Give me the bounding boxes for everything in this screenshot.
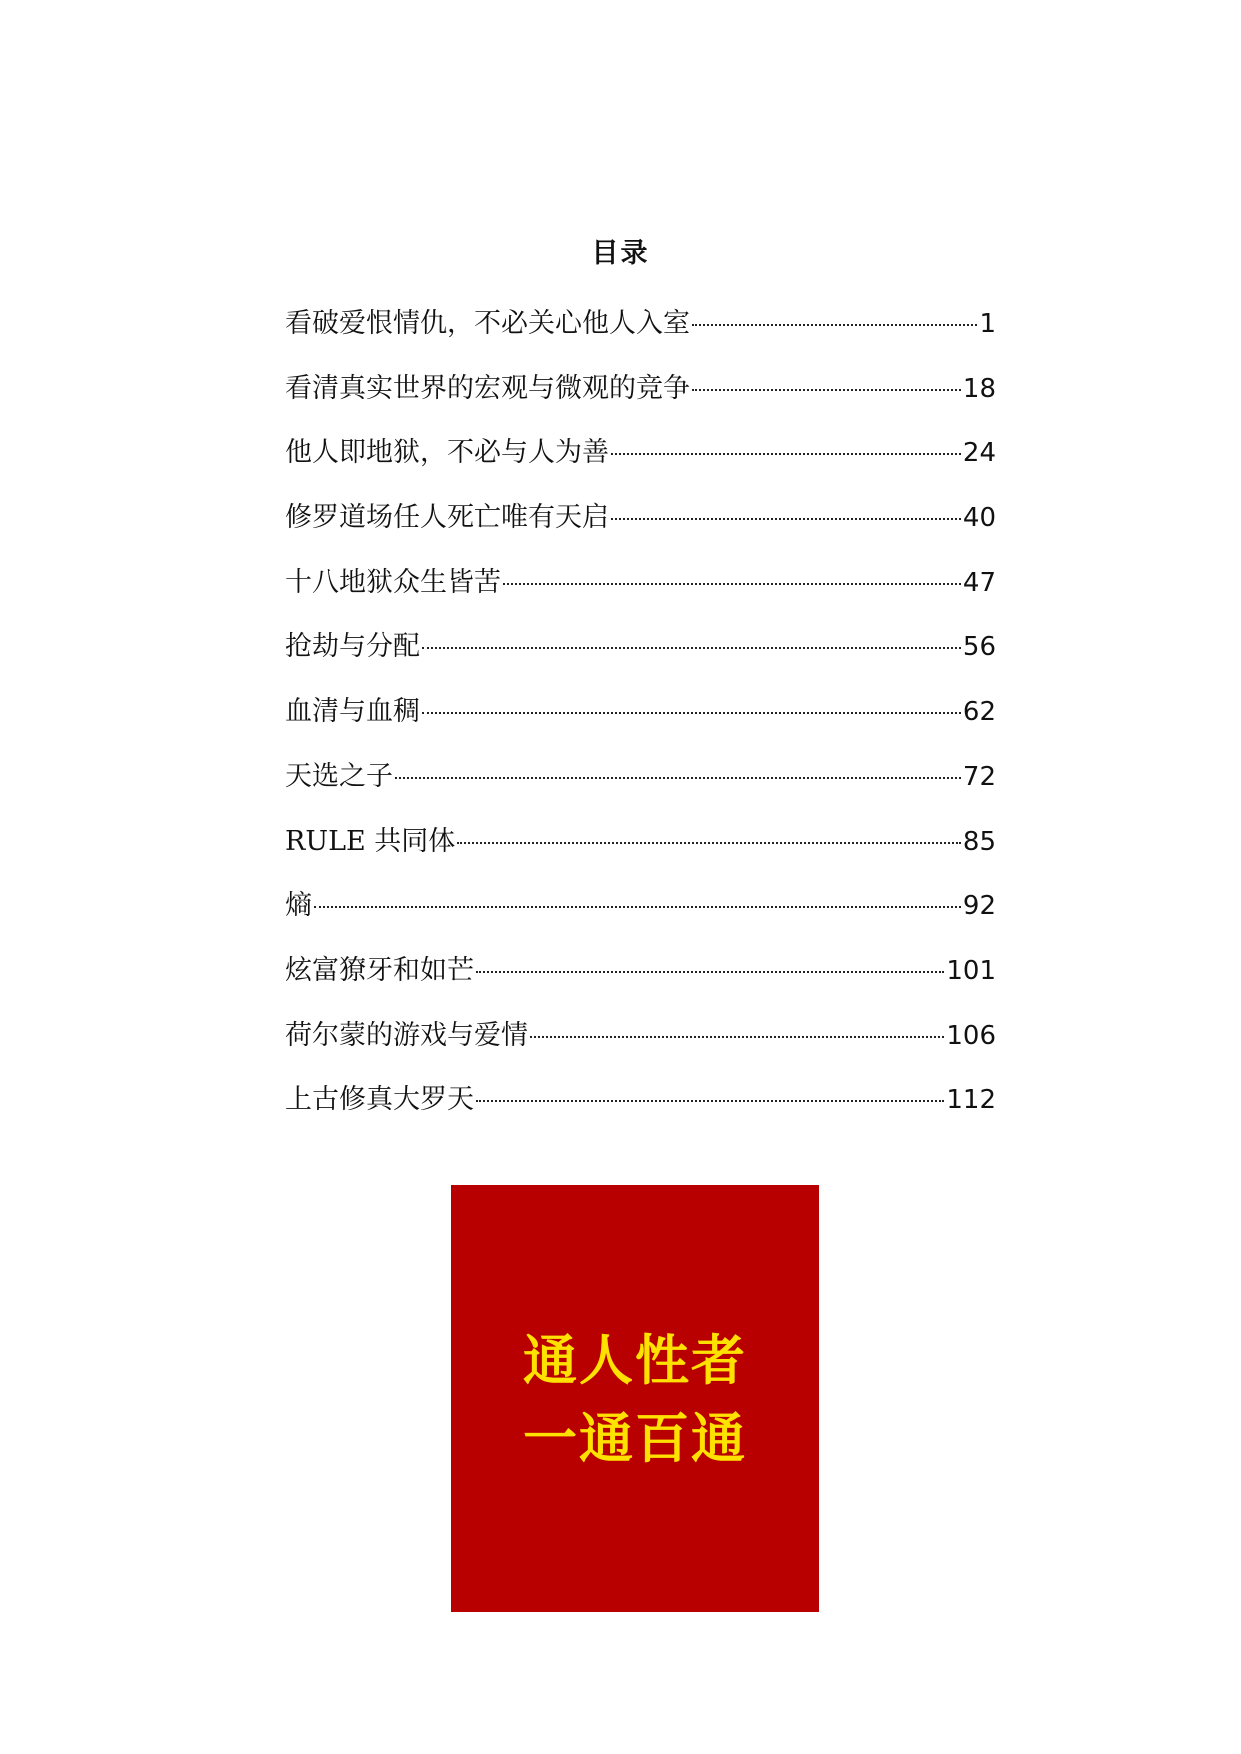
toc-entry[interactable] bbox=[285, 1016, 996, 1081]
toc-entry-page: 18 bbox=[962, 373, 996, 404]
toc-leader-dots bbox=[611, 518, 961, 520]
toc-entry[interactable] bbox=[285, 563, 996, 628]
toc-entry-label: 他人即地狱，不必与人为善 bbox=[285, 437, 609, 469]
red-seal-block bbox=[451, 1185, 819, 1612]
toc-entry-page: 62 bbox=[962, 697, 996, 728]
toc-entry-page: 47 bbox=[962, 567, 996, 598]
seal-text-line-2: 一通百通 bbox=[523, 1405, 747, 1470]
toc-entry-label: 炫富獠牙和如芒 bbox=[285, 954, 474, 986]
toc-entry-page: 24 bbox=[962, 438, 996, 469]
toc-entry-page: 56 bbox=[962, 632, 996, 663]
toc-entry-page: 1 bbox=[979, 309, 996, 339]
toc-entry-label: 抢劫与分配 bbox=[285, 631, 420, 663]
toc-leader-dots bbox=[611, 453, 961, 455]
toc-entry[interactable] bbox=[285, 369, 996, 434]
toc-title: 目录 bbox=[591, 238, 650, 269]
toc-leader-dots bbox=[422, 647, 961, 649]
toc-entry-label: 血清与血稠 bbox=[285, 696, 420, 728]
toc-leader-dots bbox=[457, 842, 961, 844]
toc-leader-dots bbox=[476, 971, 944, 973]
toc-list bbox=[285, 304, 996, 1145]
toc-entry[interactable] bbox=[285, 757, 996, 822]
toc-entry-label: RULE 共同体 bbox=[285, 825, 456, 857]
toc-entry-page: 112 bbox=[946, 1085, 996, 1116]
toc-entry[interactable] bbox=[285, 692, 996, 757]
toc-entry[interactable] bbox=[285, 304, 996, 369]
toc-entry[interactable] bbox=[285, 951, 996, 1016]
toc-leader-dots bbox=[530, 1036, 944, 1038]
toc-entry-label: 天选之子 bbox=[285, 760, 393, 792]
toc-leader-dots bbox=[314, 906, 961, 908]
toc-entry-label: 十八地狱众生皆苦 bbox=[285, 566, 501, 598]
toc-leader-dots bbox=[395, 777, 961, 779]
toc-entry[interactable] bbox=[285, 886, 996, 951]
toc-entry-page: 101 bbox=[946, 955, 996, 986]
toc-leader-dots bbox=[692, 389, 961, 391]
toc-entry[interactable] bbox=[285, 498, 996, 563]
toc-entry[interactable] bbox=[285, 433, 996, 498]
toc-entry-page: 92 bbox=[962, 891, 996, 922]
toc-entry-label: 熵 bbox=[285, 890, 312, 922]
toc-entry[interactable] bbox=[285, 627, 996, 692]
toc-leader-dots bbox=[422, 712, 961, 714]
toc-entry-label: 看清真实世界的宏观与微观的竞争 bbox=[285, 372, 690, 404]
toc-entry[interactable] bbox=[285, 822, 996, 887]
toc-entry-label: 修罗道场任人死亡唯有天启 bbox=[285, 502, 609, 534]
toc-entry-label: 上古修真大罗天 bbox=[285, 1084, 474, 1116]
toc-entry[interactable] bbox=[285, 1080, 996, 1145]
toc-entry-label: 看破爱恨情仇，不必关心他人入室 bbox=[285, 308, 690, 339]
toc-entry-page: 85 bbox=[962, 826, 996, 857]
toc-entry-page: 106 bbox=[946, 1020, 996, 1051]
toc-leader-dots bbox=[692, 324, 977, 326]
toc-leader-dots bbox=[476, 1100, 944, 1102]
toc-entry-label: 荷尔蒙的游戏与爱情 bbox=[285, 1019, 528, 1051]
toc-entry-page: 72 bbox=[962, 761, 996, 792]
toc-entry-page: 40 bbox=[962, 503, 996, 534]
toc-leader-dots bbox=[503, 583, 961, 585]
seal-text-line-1: 通人性者 bbox=[523, 1327, 747, 1392]
